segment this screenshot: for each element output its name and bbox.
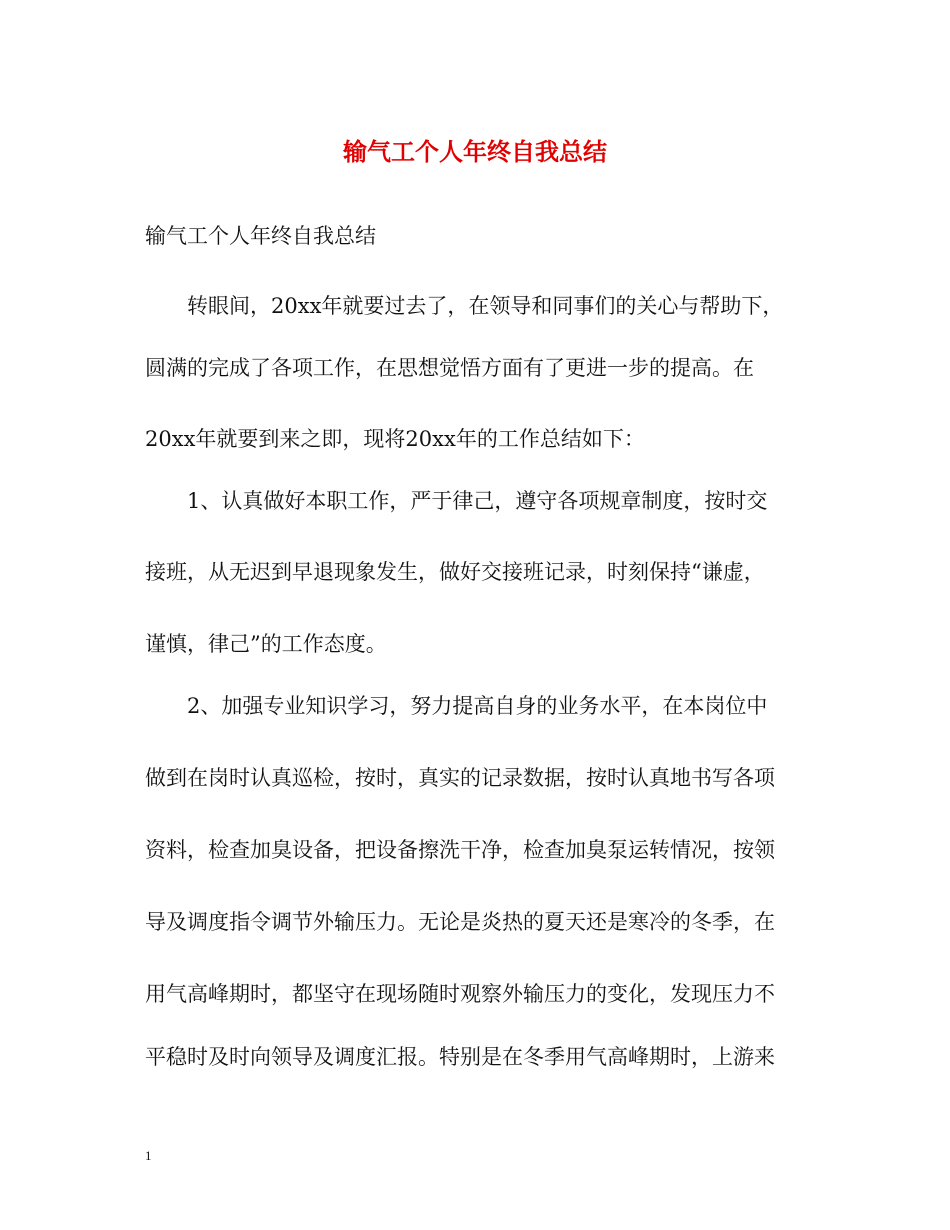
paragraph-line: 20xx年就要到来之即，现将20xx年的工作总结如下： — [145, 427, 645, 451]
paragraph-line: 资料，检查加臭设备，把设备擦洗干净，检查加臭泵运转情况，按领 — [145, 838, 775, 862]
document-title: 输气工个人年终自我总结 — [343, 137, 607, 166]
subtitle-line: 输气工个人年终自我总结 — [145, 224, 376, 248]
paragraph-line: 2、加强专业知识学习，努力提高自身的业务水平，在本岗位中 — [187, 694, 768, 718]
paragraph-line: 谨慎，律己”的工作态度。 — [145, 632, 387, 656]
paragraph-line: 平稳时及时向领导及调度汇报。特别是在冬季用气高峰期时，上游来 — [145, 1045, 775, 1069]
paragraph-line: 导及调度指令调节外输压力。无论是炎热的夏天还是寒冷的冬季，在 — [145, 910, 775, 934]
paragraph-line: 做到在岗时认真巡检，按时，真实的记录数据，按时认真地书写各项 — [145, 766, 775, 790]
paragraph-line: 1、认真做好本职工作，严于律己，遵守各项规章制度，按时交 — [187, 489, 768, 513]
paragraph-line: 用气高峰期时，都坚守在现场随时观察外输压力的变化，发现压力不 — [145, 982, 775, 1006]
paragraph-line: 接班，从无迟到早退现象发生，做好交接班记录，时刻保持“谦虚， — [145, 560, 765, 584]
paragraph-line: 圆满的完成了各项工作，在思想觉悟方面有了更进一步的提高。在 — [145, 356, 754, 380]
page-number: 1 — [145, 1148, 152, 1163]
paragraph-line: 转眼间，20xx年就要过去了，在领导和同事们的关心与帮助下， — [187, 294, 784, 318]
